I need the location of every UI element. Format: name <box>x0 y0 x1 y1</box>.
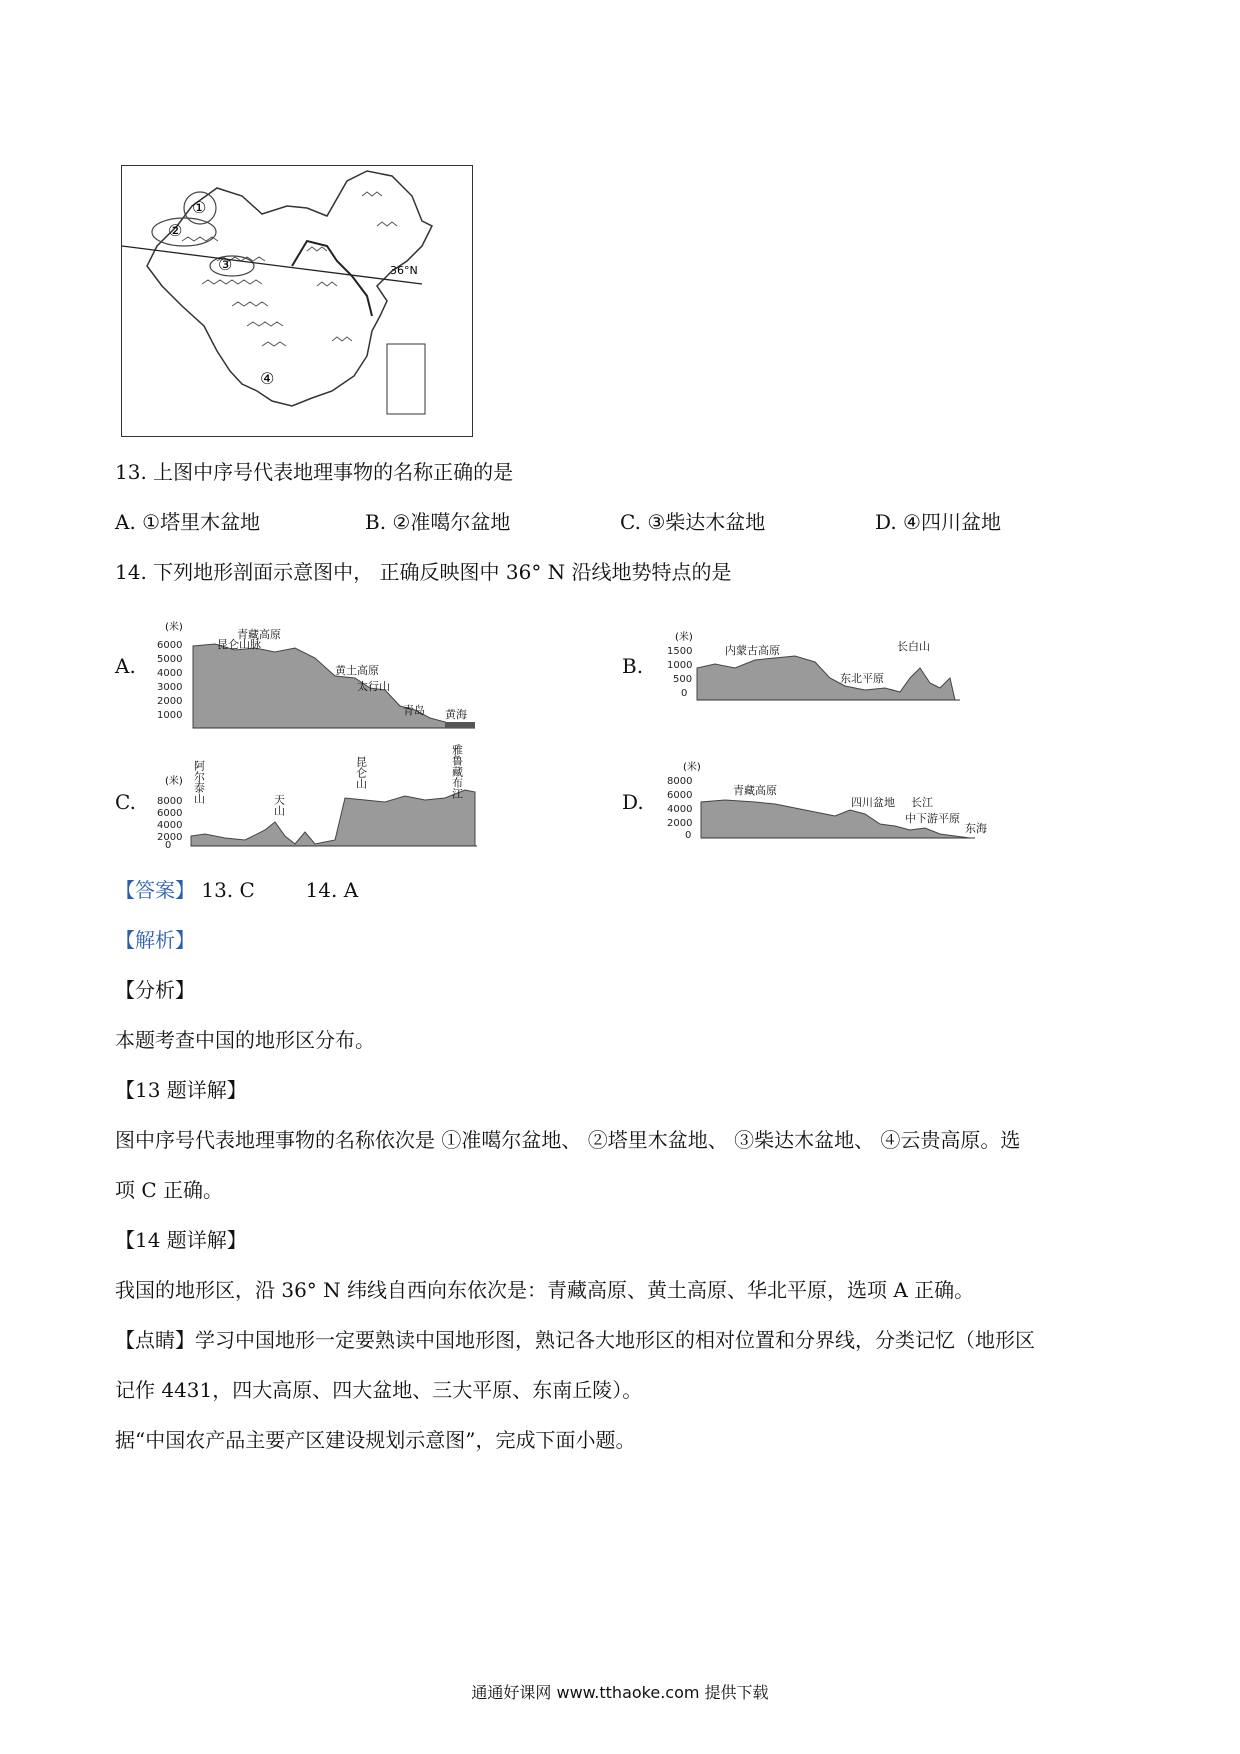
profile-label: 雅鲁藏布江 <box>450 744 464 799</box>
option-text: ③柴达木盆地 <box>647 510 766 534</box>
option-letter: A. <box>115 510 136 534</box>
china-map-drawing <box>122 166 472 436</box>
profile-label: 中下游平原 <box>905 812 960 825</box>
q13-option-c[interactable] <box>620 508 765 536</box>
marker-2: ② <box>168 221 183 240</box>
tick-label: 4000 <box>157 820 183 831</box>
china-map <box>121 165 473 437</box>
tick-label: 2000 <box>157 832 183 843</box>
profile-label: 黄土高原 <box>335 664 379 677</box>
tick-label: 0 <box>685 830 692 841</box>
profile-label: 东北平原 <box>840 672 884 685</box>
profile-label: 太行山 <box>357 680 390 693</box>
tick-label: 4000 <box>157 668 183 679</box>
marker-1: ① <box>192 198 207 217</box>
profile-label: 青岛 <box>403 704 425 717</box>
china-outline <box>147 171 432 406</box>
option-text: ①塔里木盆地 <box>142 510 261 534</box>
profile-label: 天山 <box>272 794 286 816</box>
profile-label: 长白山 <box>897 640 930 653</box>
tick-label: 2000 <box>667 818 693 829</box>
profile-label: 内蒙古高原 <box>725 644 780 657</box>
profile-label: 黄海 <box>445 708 467 721</box>
fenxi-tag: 【分析】 <box>115 978 195 1002</box>
next-intro: 据“中国农产品主要产区建设规划示意图”，完成下面小题。 <box>115 1428 636 1452</box>
tick-label: 0 <box>681 688 688 699</box>
option-text: ②准噶尔盆地 <box>392 510 511 534</box>
profile-c <box>155 740 485 850</box>
option-text: ④四川盆地 <box>903 510 1001 534</box>
marker-3: ③ <box>218 255 233 274</box>
q13-option-a[interactable] <box>115 508 260 536</box>
q14-option-d-letter[interactable]: D. <box>622 790 644 814</box>
detail-13-tag: 【13 题详解】 <box>115 1078 247 1102</box>
profile-label: 东海 <box>965 822 987 835</box>
detail-14-tag: 【14 题详解】 <box>115 1228 247 1252</box>
profile-label: 青藏高原 <box>733 784 777 797</box>
unit-label: (米) <box>675 632 693 643</box>
lat-label: 36°N <box>390 264 418 277</box>
option-letter: D. <box>875 510 897 534</box>
profile-b <box>665 628 965 708</box>
tick-label: 6000 <box>157 808 183 819</box>
q14-stem: 14. 下列地形剖面示意图中， 正确反映图中 36° N 沿线地势特点的是 <box>115 560 732 584</box>
profile-label: 青藏高原 <box>237 628 281 641</box>
analysis-tag: 【解析】 <box>115 928 195 952</box>
marker-4: ④ <box>260 369 275 388</box>
terrain-b <box>697 656 955 700</box>
tick-label: 1000 <box>157 710 183 721</box>
unit-label: (米) <box>683 762 701 773</box>
profile-label: 昆仑山 <box>354 756 368 789</box>
tick-label: 6000 <box>157 640 183 651</box>
tick-label: 0 <box>165 840 172 850</box>
page-footer: 通通好课网 www.tthaoke.com 提供下载 <box>471 1683 769 1702</box>
tick-label: 500 <box>673 674 693 685</box>
q13-option-d[interactable] <box>875 508 1001 536</box>
dianjing-line1: 【点睛】学习中国地形一定要熟读中国地形图，熟记各大地形区的相对位置和分界线，分类记忆（地形区 <box>115 1328 1035 1352</box>
profile-label: 长江 <box>911 796 933 809</box>
profile-label: 四川盆地 <box>851 796 895 809</box>
answer-13: 13. C <box>201 878 255 902</box>
answer-14: 14. A <box>305 878 359 902</box>
answer-line <box>115 876 358 904</box>
tick-label: 8000 <box>157 796 183 807</box>
option-letter: B. <box>365 510 387 534</box>
option-letter: C. <box>620 510 641 534</box>
tick-label: 4000 <box>667 804 693 815</box>
profile-label: 昆仑山脉 <box>217 638 261 651</box>
q13-stem: 13. 上图中序号代表地理事物的名称正确的是 <box>115 460 514 484</box>
tick-label: 1000 <box>667 660 693 671</box>
tick-label: 5000 <box>157 654 183 665</box>
dianjing-line2: 记作 4431，四大高原、四大盆地、三大平原、东南丘陵）。 <box>115 1378 643 1402</box>
tick-label: 1500 <box>667 646 693 657</box>
detail-13-line2: 项 C 正确。 <box>115 1178 224 1202</box>
q13-option-b[interactable] <box>365 508 510 536</box>
unit-label: (米) <box>165 622 183 633</box>
tick-label: 8000 <box>667 776 693 787</box>
detail-13-line1: 图中序号代表地理事物的名称依次是 ①准噶尔盆地、 ②塔里木盆地、 ③柴达木盆地、 ④云贵高原。选 <box>115 1128 1021 1152</box>
fenxi-text: 本题考查中国的地形区分布。 <box>115 1028 375 1052</box>
detail-14-text: 我国的地形区，沿 36° N 纬线自西向东依次是：青藏高原、黄土高原、华北平原，选项 A 正确。 <box>115 1278 975 1302</box>
profile-a <box>155 618 505 736</box>
unit-label: (米) <box>165 776 183 787</box>
profile-d <box>665 758 1015 848</box>
tick-label: 3000 <box>157 682 183 693</box>
q14-option-c-letter[interactable]: C. <box>115 790 136 814</box>
profile-label: 阿尔泰山 <box>192 760 206 804</box>
q14-option-b-letter[interactable]: B. <box>622 654 644 678</box>
tick-label: 2000 <box>157 696 183 707</box>
q14-option-a-letter[interactable]: A. <box>115 654 136 678</box>
tick-label: 6000 <box>667 790 693 801</box>
terrain-c <box>191 790 475 846</box>
answer-tag: 【答案】 <box>115 878 195 902</box>
